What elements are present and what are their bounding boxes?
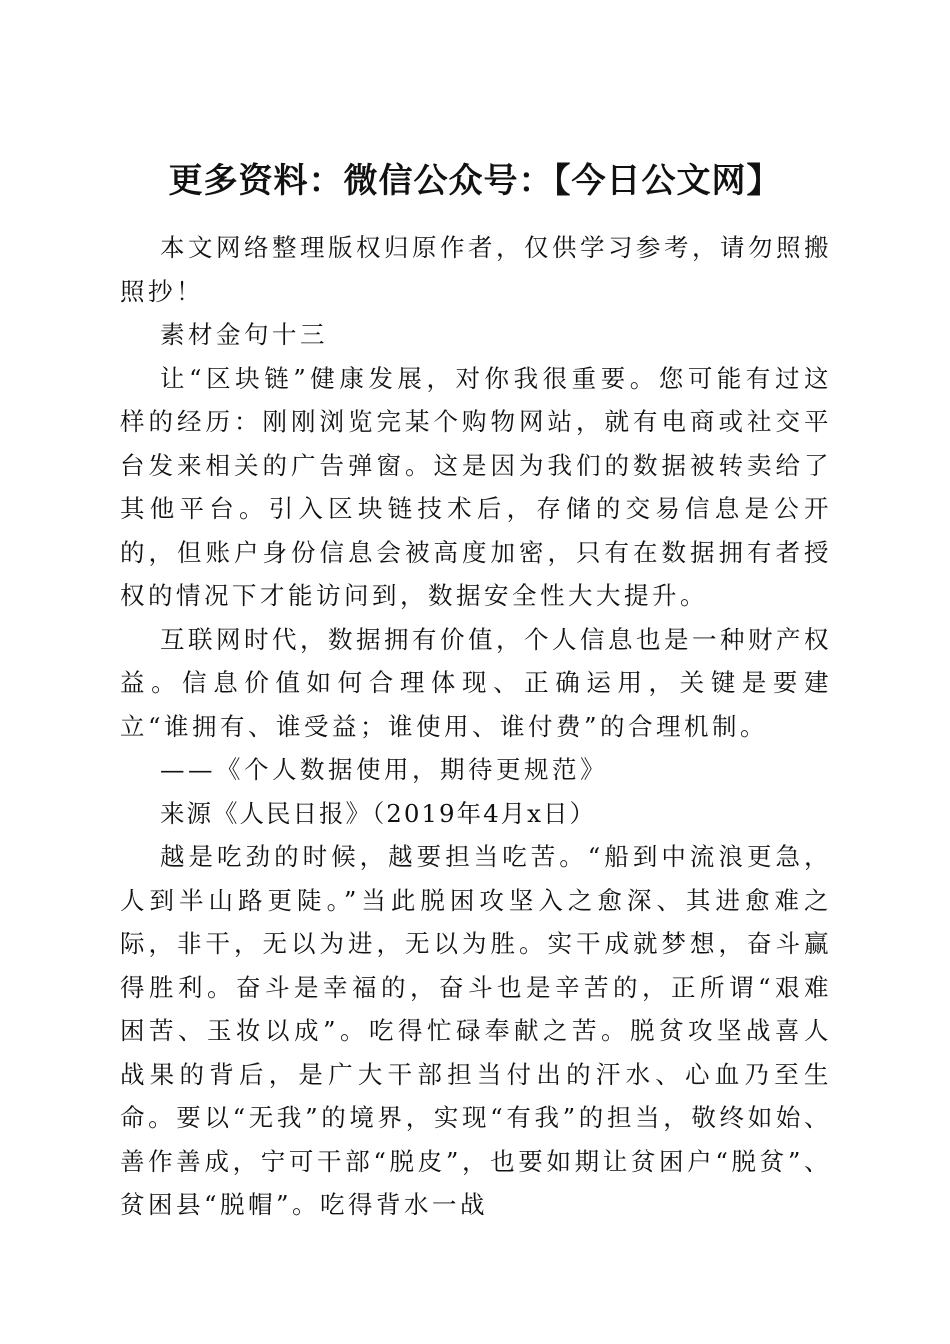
paragraph-data-value: 互联网时代，数据拥有价值，个人信息也是一种财产权益。信息价值如何合理体现、正确运用，关键是要建立“谁拥有、谁受益；谁使用、谁付费”的合理机制。	[120, 624, 832, 741]
copyright-notice: 本文网络整理版权归原作者，仅供学习参考，请勿照搬照抄！	[120, 233, 832, 306]
section-heading: 素材金句十三	[160, 320, 328, 349]
header-title: 更多资料：微信公众号：【今日公文网】	[168, 160, 782, 201]
document-body	[120, 226, 832, 1227]
paragraph-hard-work: 越是吃劲的时候，越要担当吃苦。“船到中流浪更急，人到半山路更陡。”当此脱困攻坚入之愈深、其进愈难之际，非干，无以为进，无以为胜。实干成就梦想，奋斗赢得胜利。奋斗是幸福的，奋斗也是辛苦的，正所谓“艰难困苦、玉妆以成”。吃得忙碌奉献之苦。脱贫攻坚战喜人战果的背后，是广大干部担当付出的汗水、心血乃至生命。要以“无我”的境界，实现“有我”的担当，敬终如始、善作善成，宁可干部“脱皮”，也要如期让贫困户“脱贫”、贫困县“脱帽”。吃得背水一战	[120, 842, 832, 1219]
paragraph-blockchain: 让“区块链”健康发展，对你我很重要。您可能有过这样的经历：刚刚浏览完某个购物网站，就有电商或社交平台发来相关的广告弹窗。这是因为我们的数据被转卖给了其他平台。引入区块链技术后，存储的交易信息是公开的，但账户身份信息会被高度加密，只有在数据拥有者授权的情况下才能访问到，数据安全性大大提升。	[120, 363, 832, 610]
source-line: 来源《人民日报》（2019年4月x日）	[160, 798, 597, 828]
article-attribution: ——《个人数据使用，期待更规范》	[160, 755, 608, 784]
